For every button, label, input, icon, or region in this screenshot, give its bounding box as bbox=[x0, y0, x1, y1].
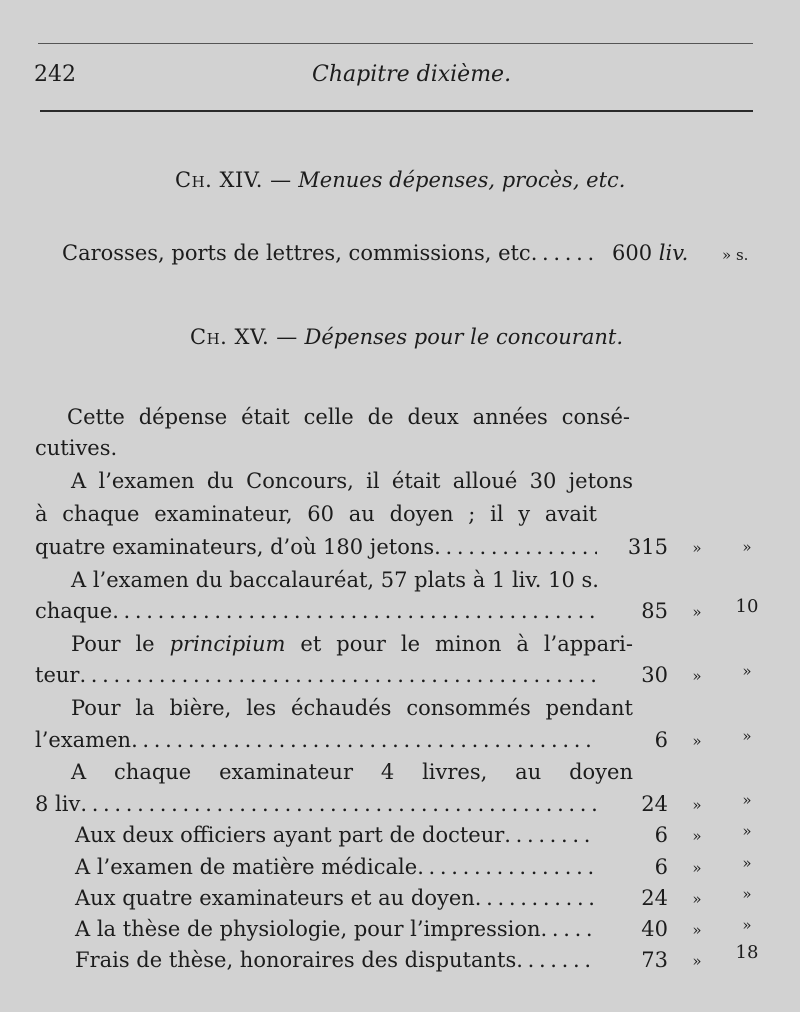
livres-value: 24 bbox=[641, 886, 668, 910]
principium-line-2 bbox=[35, 665, 597, 686]
latin-term: principium bbox=[169, 632, 286, 656]
livres-value: 6 bbox=[654, 728, 668, 752]
sous-value: » bbox=[692, 890, 702, 908]
deniers-value: » bbox=[742, 662, 752, 680]
section-title: Dépenses pour le concourant. bbox=[304, 325, 624, 349]
leader-dots bbox=[516, 950, 597, 971]
intro-line-1: Cette dépense était celle de deux années consé- bbox=[67, 405, 630, 429]
amount-sous bbox=[722, 248, 748, 263]
livres-unit: liv. bbox=[658, 241, 689, 265]
sous-value: » bbox=[692, 859, 702, 877]
sous-value: » bbox=[692, 667, 702, 685]
deniers-value: » bbox=[742, 854, 752, 872]
livres-value: 85 bbox=[641, 599, 668, 623]
leader-dots bbox=[475, 888, 597, 909]
entry-text: teur bbox=[35, 663, 80, 687]
livres-value: 6 bbox=[654, 823, 668, 847]
leader-dots bbox=[80, 794, 597, 815]
text-part: Pour le bbox=[71, 632, 170, 656]
livres-value: 30 bbox=[641, 663, 668, 687]
officiers-line bbox=[75, 825, 597, 846]
leader-dots bbox=[504, 825, 597, 846]
section-heading-xiv bbox=[175, 170, 625, 191]
livres-value: 6 bbox=[654, 855, 668, 879]
entry-text: quatre examinateurs, d’où 180 jetons bbox=[35, 535, 435, 559]
sous-value: » bbox=[692, 921, 702, 939]
entry-text: Carosses, ports de lettres, commissions, etc bbox=[62, 241, 531, 265]
livres-value: 315 bbox=[627, 535, 668, 559]
livres-value: 40 bbox=[641, 917, 668, 941]
matiere-line bbox=[75, 857, 597, 878]
livres-value: 73 bbox=[641, 948, 668, 972]
entry-text: Frais de thèse, honoraires des disputants bbox=[75, 948, 517, 972]
deniers-value: » bbox=[742, 538, 752, 556]
deniers-value: » bbox=[742, 916, 752, 934]
running-title: Chapitre dixième. bbox=[312, 62, 512, 87]
entry-text: A l’examen de matière médicale bbox=[75, 855, 418, 879]
section-title: Menues dépenses, procès, etc. bbox=[298, 168, 626, 192]
concours-line-2: à chaque examinateur, 60 au doyen ; il y avait bbox=[35, 502, 597, 526]
entry-text: A la thèse de physiologie, pour l’impression bbox=[75, 917, 541, 941]
leader-dots bbox=[417, 857, 597, 878]
examinateur-line-2 bbox=[35, 794, 597, 815]
leader-dots bbox=[131, 730, 597, 751]
sous-value: » bbox=[692, 732, 702, 750]
sous-value: » bbox=[692, 796, 702, 814]
top-rule bbox=[38, 43, 753, 44]
bacc-line-1: A l’examen du baccalauréat, 57 plats à 1 liv. 10 s. bbox=[71, 568, 599, 592]
deniers-value: » bbox=[742, 885, 752, 903]
frais-line bbox=[75, 950, 597, 971]
leader-dots bbox=[541, 919, 597, 940]
sous-value: » bbox=[692, 539, 702, 557]
section-prefix: Ch. XIV. — bbox=[175, 168, 292, 192]
deniers-value: » bbox=[742, 727, 752, 745]
sous-value: » bbox=[692, 827, 702, 845]
intro-line-2: cutives. bbox=[35, 436, 118, 460]
section-prefix: Ch. XV. — bbox=[190, 325, 298, 349]
page-number: 242 bbox=[34, 62, 76, 87]
leader-dots bbox=[112, 601, 597, 622]
sous-unit: s. bbox=[735, 246, 749, 264]
livres-value: 600 bbox=[612, 241, 653, 265]
entry-carosses bbox=[62, 243, 597, 264]
text-part: et pour le minon à l’appari- bbox=[285, 632, 633, 656]
deniers-value: » bbox=[742, 791, 752, 809]
livres-value: 24 bbox=[641, 792, 668, 816]
entry-text: l’examen bbox=[35, 728, 132, 752]
deniers-value: 18 bbox=[735, 942, 759, 963]
entry-text: 8 liv bbox=[35, 792, 81, 816]
examinateur-line-1: A chaque examinateur 4 livres, au doyen bbox=[71, 760, 633, 784]
header-rule bbox=[40, 110, 753, 112]
principium-line-1 bbox=[35, 634, 633, 655]
bacc-line-2 bbox=[35, 601, 597, 622]
deniers-value: 10 bbox=[735, 596, 759, 617]
biere-line-2 bbox=[35, 730, 597, 751]
leader-dots bbox=[434, 537, 597, 558]
sous-value: » bbox=[722, 246, 732, 264]
sous-value: » bbox=[692, 952, 702, 970]
section-heading-xv bbox=[190, 327, 623, 348]
concours-line-1: A l’examen du Concours, il était alloué 30 jetons bbox=[71, 469, 633, 493]
physio-line bbox=[75, 919, 597, 940]
quatre-line bbox=[75, 888, 597, 909]
entry-text: Aux quatre examinateurs et au doyen bbox=[75, 886, 475, 910]
concours-line-3 bbox=[35, 537, 597, 558]
biere-line-1: Pour la bière, les échaudés consommés pendant bbox=[71, 696, 633, 720]
leader-dots bbox=[79, 665, 597, 686]
amount-livres bbox=[612, 243, 688, 264]
deniers-value: » bbox=[742, 822, 752, 840]
entry-text: chaque bbox=[35, 599, 113, 623]
leader-dots bbox=[531, 243, 597, 264]
sous-value: » bbox=[692, 603, 702, 621]
entry-text: Aux deux officiers ayant part de docteur bbox=[75, 823, 505, 847]
